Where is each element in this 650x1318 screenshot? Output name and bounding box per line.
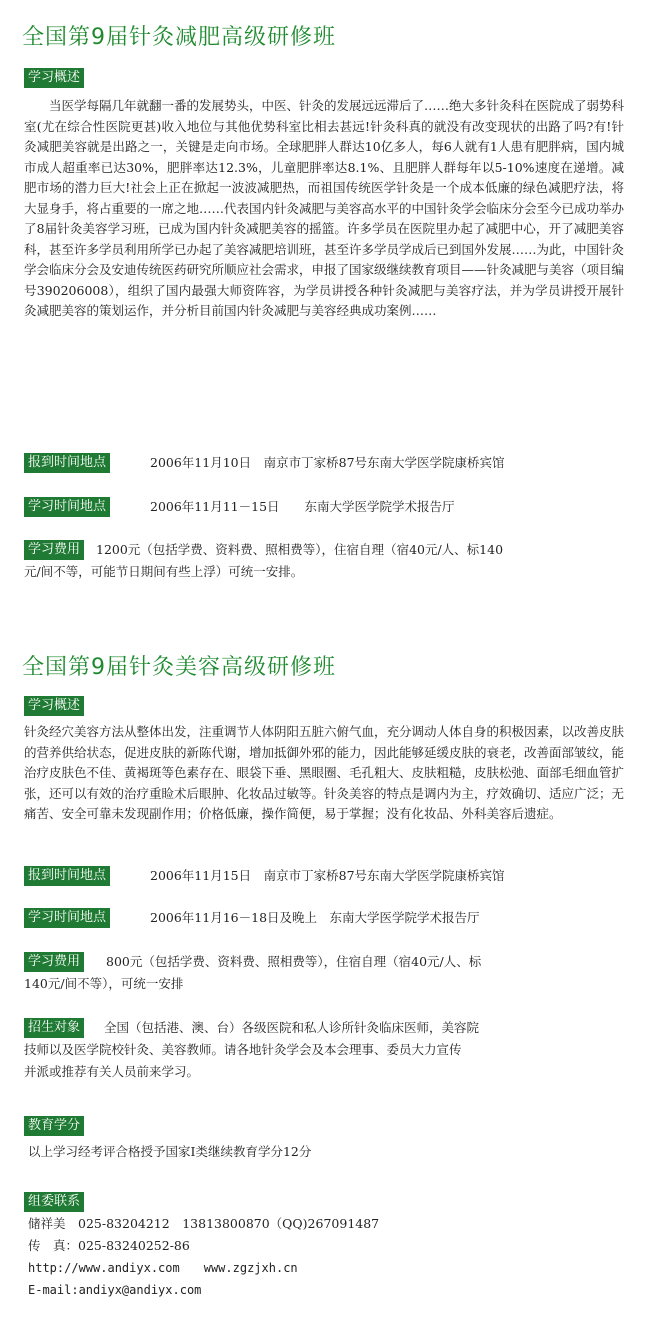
course1-fee-label: 学习费用 <box>24 540 84 560</box>
course2-target-label: 招生对象 <box>24 1018 84 1038</box>
course1-overview-text: 当医学每隔几年就翻一番的发展势头，中医、针灸的发展远远滞后了……绝大多针灸科在医院成了弱势科室(尤在综合性医院更甚)收入地位与其他优势科室比相去甚远!针灸科真的就没有改变现状的出路了吗?有!针灸减肥美容就是出路之一，关键是走向市场。全球肥胖人群达10亿多人，每6人就有1人患有肥胖病，国内城市成人超重率已达30%，肥胖率达12.3%，儿童肥胖率达8.1%、且肥胖人群每年以5-10%速度在递增。减肥市场的潜力巨大!社会上正在掀起一波波减肥热，而祖国传统医学针灸是一个成本低廉的绿色减肥疗法，将大显身手，将占重要的一席之地……代表国内针灸减肥与美容高水平的中国针灸学会临床分会至今已成功举办了8届针灸美容学习班，已成为国内针灸减肥美容的摇篮。许多学员在医院里办起了减肥中心，开了减肥美容科，甚至许多学员利用所学已办起了美容减肥培训班，甚至许多学员学成后已到国外发展……为此，中国针灸学会临床分会及安迪传统医药研究所顺应社会需求，申报了国家级继续教育项目——针灸减肥与美容（项目编号390206008），组织了国内最强大师资阵容，为学员讲授各种针灸减肥与美容疗法，并为学员讲授开展针灸减肥美容的策划运作，并分析目前国内针灸减肥与美容经典成功案例…… <box>24 98 625 318</box>
course2-study-label: 学习时间地点 <box>24 908 110 928</box>
contact-fax: 传 真：025-83240252-86 <box>28 1238 190 1253</box>
course1-report-label: 报到时间地点 <box>24 453 110 473</box>
course2-fee-label: 学习费用 <box>24 952 84 972</box>
contact-email[interactable]: E-mail:andiyx@andiyx.com <box>28 1283 202 1297</box>
contact-websites[interactable]: http://www.andiyx.com www.zgzjxh.cn <box>28 1261 298 1275</box>
course2-report-label: 报到时间地点 <box>24 866 110 886</box>
course2-title: 全国第9届针灸美容高级研修班 <box>22 655 336 680</box>
course2-target-line2: 技师以及医学院校针灸、美容教师。请各地针灸学会及本会理事、委员大力宣传 <box>24 1042 462 1057</box>
course2-target-line1: 全国（包括港、澳、台）各级医院和私人诊所针灸临床医师，美容院 <box>104 1020 480 1035</box>
course1-study-label: 学习时间地点 <box>24 497 110 517</box>
course1-title: 全国第9届针灸减肥高级研修班 <box>22 25 336 50</box>
course2-study-text: 2006年11月16－18日及晚上 东南大学医学院学术报告厅 <box>150 910 480 925</box>
course2-overview-label: 学习概述 <box>24 696 84 716</box>
contact-label: 组委联系 <box>24 1192 84 1212</box>
credits-text: 以上学习经考评合格授予国家Ⅰ类继续教育学分12分 <box>28 1144 312 1159</box>
course1-study-text: 2006年11月11－15日 东南大学医学院学术报告厅 <box>150 499 455 514</box>
course2-fee-line2: 140元/间不等），可统一安排 <box>24 976 184 991</box>
course1-fee-line1: 1200元（包括学费、资料费、照相费等），住宿自理（宿40元/人、标140 <box>96 542 504 557</box>
credits-label: 教育学分 <box>24 1116 84 1136</box>
course1-fee-line2: 元/间不等，可能节日期间有些上浮）可统一安排。 <box>24 564 304 579</box>
course1-report-text: 2006年11月10日 南京市丁家桥87号东南大学医学院康桥宾馆 <box>150 455 505 470</box>
course2-target-line3: 并派或推荐有关人员前来学习。 <box>24 1064 200 1079</box>
course1-overview-label: 学习概述 <box>24 68 84 88</box>
contact-phone: 储祥美 025-83204212 13813800870（QQ)267091487 <box>28 1216 380 1231</box>
course2-report-text: 2006年11月15日 南京市丁家桥87号东南大学医学院康桥宾馆 <box>150 868 505 883</box>
course2-overview-text: 针灸经穴美容方法从整体出发，注重调节人体阴阳五脏六俯气血，充分调动人体自身的积极因素，以改善皮肤的营养供给状态，促进皮肤的新陈代谢，增加抵御外邪的能力，因此能够延缓皮肤的衰老，改善面部皱纹，能治疗皮肤色不佳、黄褐斑等色素存在、眼袋下垂、黑眼圈、毛孔粗大、皮肤粗糙，皮肤松弛、面部毛细血管扩张，还可以有效的治疗重睑术后眼肿、化妆品过敏等。针灸美容的特点是调内为主，疗效确切、适应广泛；无痛苦、安全可靠未发现副作用；价格低廉，操作简便，易于掌握；没有化妆品、外科美容后遗症。 <box>24 724 625 821</box>
course2-fee-line1: 800元（包括学费、资料费、照相费等），住宿自理（宿40元/人、标 <box>106 954 482 969</box>
